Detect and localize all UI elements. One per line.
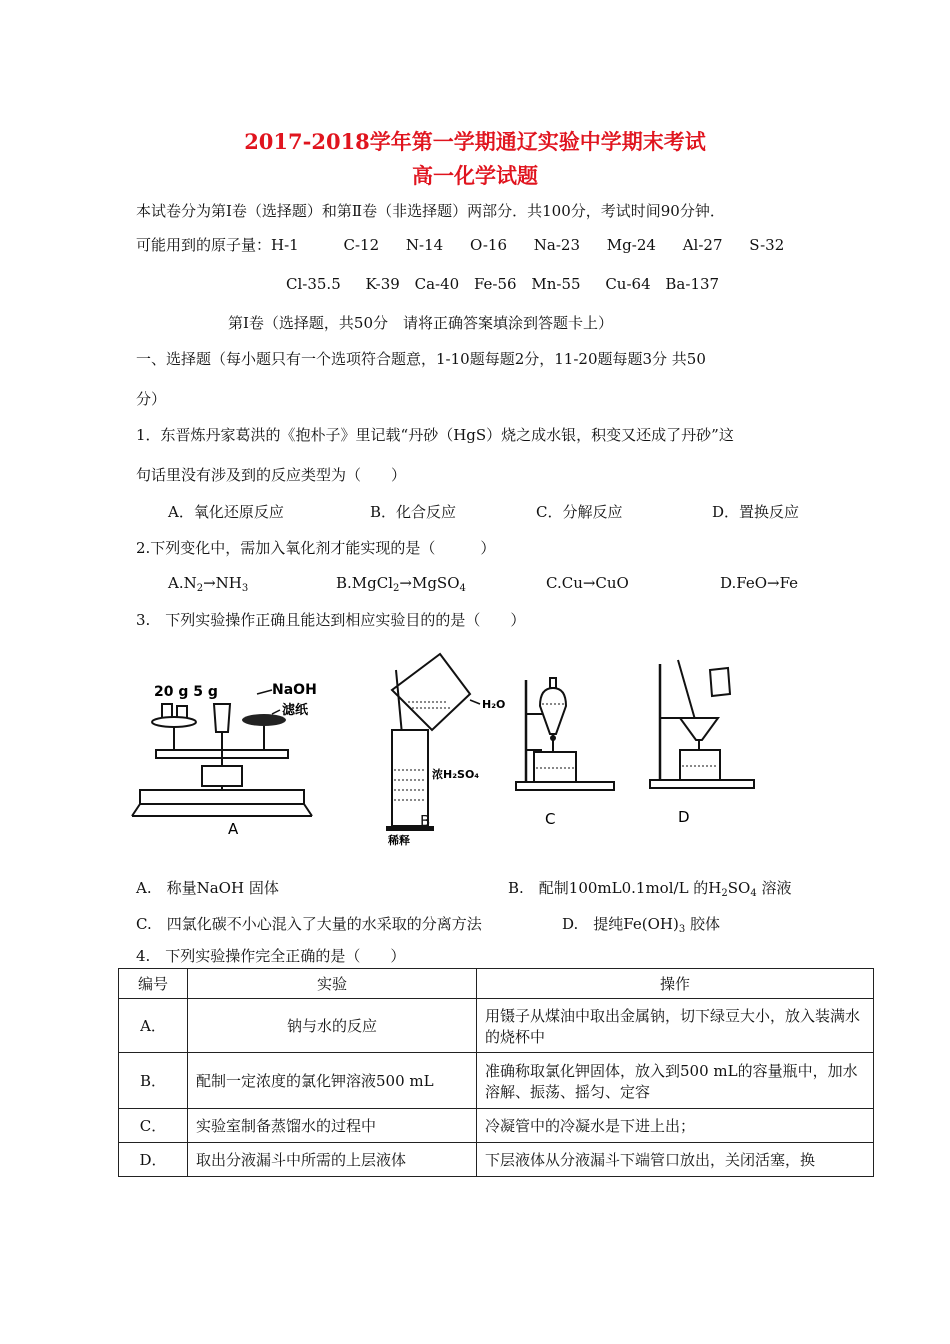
q3-option-d: D. 提纯$Fe(OH)_3$ 胶体 bbox=[562, 915, 720, 935]
q3-option-a: A. 称量NaOH 固体 bbox=[136, 879, 279, 897]
atomic-mass: Al-27 bbox=[682, 236, 723, 254]
atomic-mass: H-1 bbox=[271, 236, 299, 254]
atomic-mass-row1 bbox=[136, 234, 784, 255]
table-row bbox=[119, 1053, 874, 1109]
atomic-mass: Fe-56 bbox=[473, 275, 517, 293]
q2-option-a: $A.N_2\to NH_3$ bbox=[168, 574, 249, 594]
atomic-mass: K-39 bbox=[365, 275, 400, 293]
row-id: D． bbox=[119, 1143, 188, 1177]
fig-d-label: D bbox=[678, 808, 690, 826]
q1-option-a: A．氧化还原反应 bbox=[168, 503, 284, 521]
row-operation: 冷凝管中的冷凝水是下进上出； bbox=[477, 1109, 874, 1143]
section1-heading: 一、选择题（每小题只有一个选项符合题意，1-10题每题2分，11-20题每题3分 共50 bbox=[136, 350, 706, 368]
q3-figure-a-balance bbox=[132, 670, 317, 840]
atomic-mass: Cl-35.5 bbox=[286, 275, 341, 293]
row-experiment: 实验室制备蒸馏水的过程中 bbox=[188, 1109, 477, 1143]
atomic-mass: C-12 bbox=[343, 236, 380, 254]
exam-title: 2017-2018学年第一学期通辽实验中学期末考试 bbox=[244, 129, 706, 154]
fig-b-dilute-label: 稀释 bbox=[388, 834, 410, 847]
row-id: B． bbox=[119, 1053, 188, 1109]
atomic-mass: Mn-55 bbox=[531, 275, 581, 293]
exam-subtitle: 高一化学试题 bbox=[412, 163, 538, 188]
q1-stem: 1．东晋炼丹家葛洪的《抱朴子》里记载“丹砂（HgS）烧之成水银，积变又还成了丹砂”这 bbox=[136, 426, 734, 444]
fig-c-label: C bbox=[545, 810, 556, 828]
table-header-row bbox=[119, 969, 874, 999]
table-row bbox=[119, 1143, 874, 1177]
row-experiment: 取出分液漏斗中所需的上层液体 bbox=[188, 1143, 477, 1177]
q1-option-d: D．置换反应 bbox=[712, 503, 800, 521]
atomic-mass: Ba-137 bbox=[665, 275, 720, 293]
row-id: C． bbox=[119, 1109, 188, 1143]
q4-stem: 4. 下列实验操作完全正确的是（ ） bbox=[136, 947, 406, 965]
q3-stem: 3. 下列实验操作正确且能达到相应实验目的的是（ ） bbox=[136, 611, 526, 629]
fig-b-label: B bbox=[420, 812, 431, 830]
q2-option-d: D.FeO→Fe bbox=[720, 574, 799, 592]
row-id: A． bbox=[119, 999, 188, 1053]
part1-header: 第Ⅰ卷（选择题，共50分 请将正确答案填涂到答题卡上） bbox=[228, 314, 614, 332]
q3-figure-d-filtration bbox=[642, 656, 772, 826]
q3-option-b: B. 配制100mL0.1mol/L 的$H_2SO_4$ 溶液 bbox=[508, 879, 792, 899]
atomic-mass: N-14 bbox=[405, 236, 444, 254]
atomic-mass: Ca-40 bbox=[414, 275, 460, 293]
fig-a-label: A bbox=[228, 820, 239, 838]
row-operation: 准确称取氯化钾固体，放入到500 mL的容量瓶中，加水溶解、振荡、摇匀、定容 bbox=[477, 1053, 874, 1109]
row-operation: 下层液体从分液漏斗下端管口放出，关闭活塞，换 bbox=[477, 1143, 874, 1177]
row-experiment: 配制一定浓度的氯化钾溶液500 mL bbox=[188, 1053, 477, 1109]
fig-a-naoh-label: NaOH bbox=[272, 682, 317, 698]
row-operation: 用镊子从煤油中取出金属钠，切下绿豆大小，放入装满水的烧杯中 bbox=[477, 999, 874, 1053]
header-id: 编号 bbox=[119, 969, 188, 999]
fig-b-acid-label: 浓H₂SO₄ bbox=[432, 768, 480, 781]
header-operation: 操作 bbox=[477, 969, 874, 999]
q3-option-c: C. 四氯化碳不小心混入了大量的水采取的分离方法 bbox=[136, 915, 482, 933]
row-experiment: 钠与水的反应 bbox=[188, 999, 477, 1053]
fig-b-water-label: H₂O bbox=[482, 698, 506, 711]
atomic-mass: S-32 bbox=[749, 236, 785, 254]
header-experiment: 实验 bbox=[188, 969, 477, 999]
q1-option-b: B．化合反应 bbox=[370, 503, 457, 521]
q2-option-c: C.Cu→CuO bbox=[546, 574, 629, 592]
atomic-mass: Mg-24 bbox=[606, 236, 656, 254]
fig-a-paper-label: 滤纸 bbox=[282, 703, 309, 718]
atomic-mass: Na-23 bbox=[533, 236, 581, 254]
q3-figure-c-separatory-funnel bbox=[512, 670, 622, 830]
atomic-mass-label: 可能用到的原子量： bbox=[136, 236, 272, 254]
q1-option-c: C．分解反应 bbox=[536, 503, 623, 521]
atomic-mass: O-16 bbox=[469, 236, 507, 254]
q2-option-b: B.MgCl$_2$→MgSO$_4$ bbox=[336, 574, 466, 594]
table-row bbox=[119, 1109, 874, 1143]
atomic-mass: Cu-64 bbox=[605, 275, 651, 293]
q4-table bbox=[118, 968, 874, 1177]
table-row bbox=[119, 999, 874, 1053]
q2-stem: 2.下列变化中，需加入氧化剂才能实现的是（ ） bbox=[136, 539, 496, 557]
q1-stem-cont: 句话里没有涉及到的反应类型为（ ） bbox=[136, 466, 407, 484]
fig-a-weights-label: 20 g 5 g bbox=[154, 684, 218, 700]
atomic-mass-row2 bbox=[286, 275, 719, 293]
exam-intro: 本试卷分为第Ⅰ卷（选择题）和第Ⅱ卷（非选择题）两部分．共100分，考试时间90分钟． bbox=[136, 202, 725, 220]
section1-heading-cont: 分） bbox=[136, 390, 167, 408]
